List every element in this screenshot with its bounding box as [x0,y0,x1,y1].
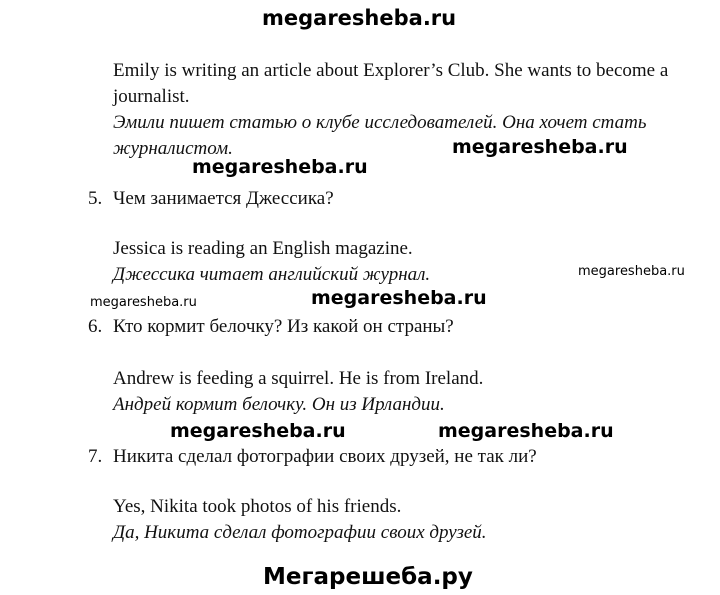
answer-5-ru: Джессика читает английский журнал. [113,264,431,285]
answer-5-en: Jessica is reading an English magazine. [113,238,413,259]
watermark-mid1-left: megaresheba.ru [192,156,368,178]
watermark-small-left: megaresheba.ru [90,295,197,310]
watermark-row-right: megaresheba.ru [438,420,614,442]
question-6: Кто кормит белочку? Из какой он страны? [113,316,454,337]
watermark-top: megaresheba.ru [262,6,457,30]
question-number-6: 6. [88,316,103,337]
answer-6-ru: Андрей кормит белочку. Он из Ирландии. [113,394,445,415]
watermark-mid1-right: megaresheba.ru [452,136,628,158]
watermark-small-right: megaresheba.ru [578,264,685,279]
watermark-mid2: megaresheba.ru [311,287,487,309]
intro-ru-line2: журналистом. [113,138,233,159]
question-5: Чем занимается Джессика? [113,188,334,209]
question-number-5: 5. [88,188,103,209]
watermark-row-left: megaresheba.ru [170,420,346,442]
answer-7-ru: Да, Никита сделал фотографии своих друзей. [113,522,487,543]
answer-6-en: Andrew is feeding a squirrel. He is from Ireland. [113,368,484,389]
intro-en-line1: Emily is writing an article about Explorer’s Club. She wants to become a [113,60,669,81]
question-7: Никита сделал фотографии своих друзей, не так ли? [113,446,537,467]
intro-ru-line1: Эмили пишет статью о клубе исследователей. Она хочет стать [113,112,647,133]
answer-7-en: Yes, Nikita took photos of his friends. [113,496,402,517]
intro-en-line2: journalist. [113,86,190,107]
question-number-7: 7. [88,446,103,467]
watermark-bottom: Мегарешеба.ру [263,564,473,590]
